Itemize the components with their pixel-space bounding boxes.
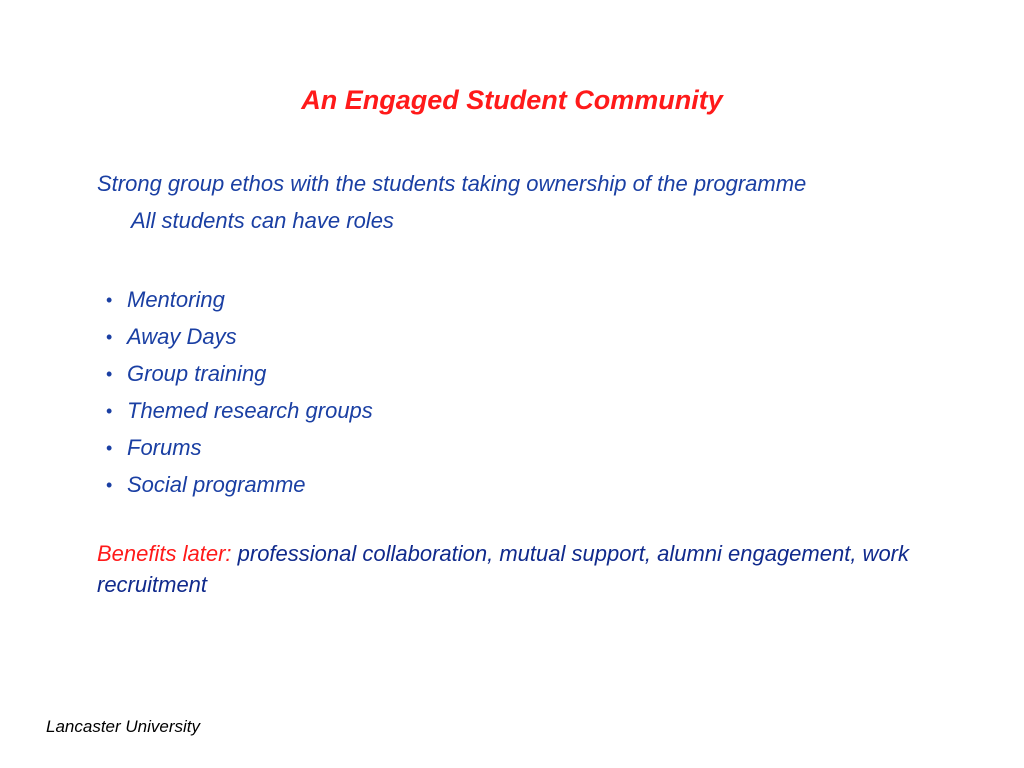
bullet-icon: • — [106, 327, 113, 347]
bullet-icon: • — [106, 475, 113, 495]
list-item — [106, 392, 373, 429]
benefits-label: Benefits later: — [97, 541, 232, 566]
list-item — [106, 466, 373, 503]
bullet-label: Away Days — [127, 324, 237, 349]
bullet-label: Forums — [127, 435, 202, 460]
bullet-label: Themed research groups — [127, 398, 373, 423]
list-item — [106, 429, 373, 466]
benefits-text: professional collaboration, mutual support, alumni engagement, work recruitment — [97, 541, 910, 597]
bullet-icon: • — [106, 401, 113, 421]
footer-institution: Lancaster University — [46, 717, 201, 736]
bullet-icon: • — [106, 364, 113, 384]
benefits-paragraph — [97, 538, 997, 600]
bullet-label: Mentoring — [127, 287, 225, 312]
slide-title: An Engaged Student Community — [301, 85, 723, 115]
roles-subline: All students can have roles — [131, 208, 394, 233]
bullet-icon: • — [106, 438, 113, 458]
list-item — [106, 281, 373, 318]
bullet-label: Group training — [127, 361, 267, 386]
bullet-label: Social programme — [127, 472, 306, 497]
list-item — [106, 355, 373, 392]
intro-text: Strong group ethos with the students taking ownership of the programme — [97, 171, 807, 196]
roles-bullet-list — [106, 281, 373, 503]
bullet-icon: • — [106, 290, 113, 310]
list-item — [106, 318, 373, 355]
